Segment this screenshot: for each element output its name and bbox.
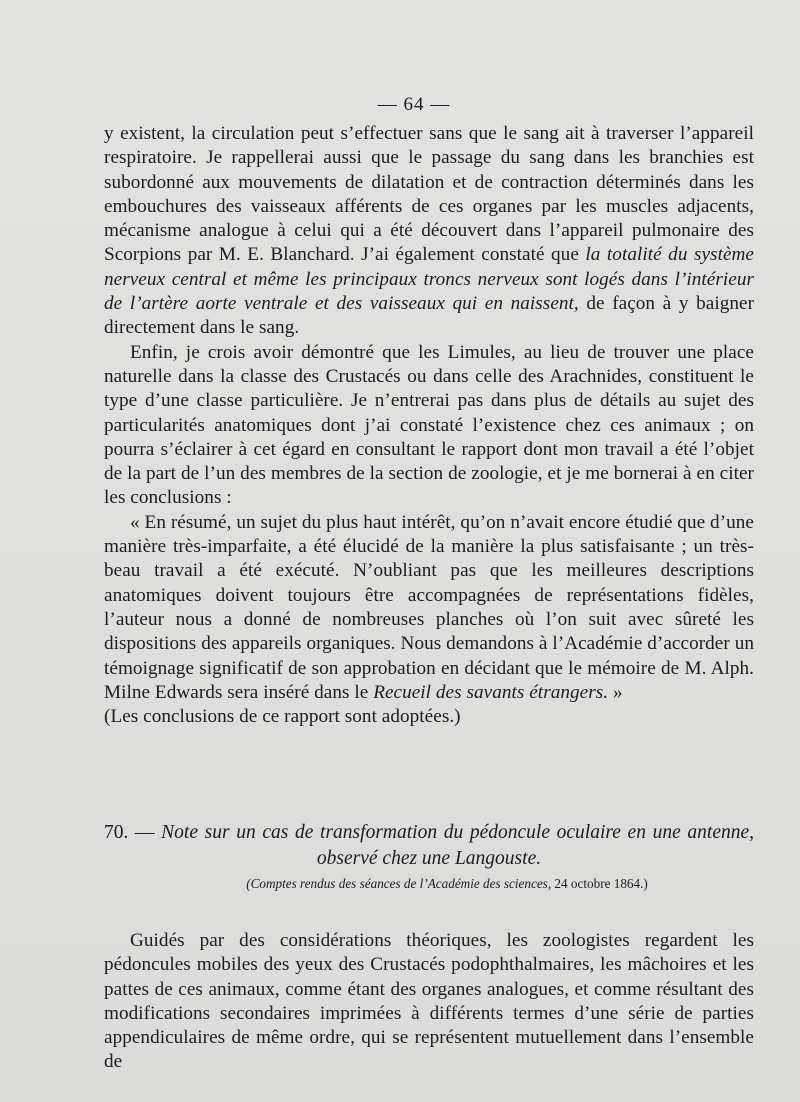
paragraph-limules: Enfin, je crois avoir démontré que les Limules, au lieu de trouver une place naturelle dans la classe des Crustacés ou dans celle des Arachnides, constituent le type d’une classe particulière. Je n’entrerai pas dans plus de détails au sujet des particularités anatomiques dont j’ai constaté l’existence chez ces animaux ; on pourra s’éclairer à cet égard en consultant le rapport dont mon travail a été l’objet de la part de l’un des membres de la section de zoologie, et je me bornerai à en citer les conclusions : (104, 341, 754, 509)
paragraph-conclusions: (Les conclusions de ce rapport sont adoptées.) (104, 706, 461, 728)
body-text-top (104, 122, 754, 729)
paragraph-circulation-end: de façon à y baigner directement dans le sang. (104, 293, 755, 339)
paragraph-quote (104, 511, 754, 705)
page-number: — 64 — (377, 94, 451, 115)
source-text: (Comptes rendus des séances de l’Académie des sciences, (246, 876, 552, 891)
source-date: 24 octobre 1864.) (551, 876, 648, 891)
paragraph-quote-end: » (608, 681, 623, 703)
paragraph-quote-text: « En résumé, un sujet du plus haut intérêt, qu’on n’avait encore étudié que d’une manière très-imparfaite, a été élucidé de la manière la plus satisfaisante ; un très-beau travail a été exécuté. N’oubliant pas que les meilleures descriptions anatomiques doivent toujours être accompagnées de représentations fidèles, l’auteur nous a donné de nombreuses planches où l’on suit avec sûreté les dispositions des appareils organiques. Nous demandons à l’Académie d’accorder un témoignage significatif de son approbation en décidant que le mémoire de M. Alph. Milne Edwards sera inséré dans le (104, 511, 754, 703)
section-heading (104, 820, 754, 872)
paragraph-quote-italic: Recueil des savants étrangers. (373, 681, 609, 703)
section-heading-line2 (104, 846, 754, 872)
section-heading-line1 (104, 820, 754, 846)
paragraph-guides: Guidés par des considérations théoriques, les zoologistes regardent les pédoncules mobiles des yeux des Crustacés podophthalmaires, les mâchoires et les pattes de ces animaux, comme étant des organes analogues, et comme résultant des modifications secondaires imprimées à différents termes d’une série de parties appendiculaires de même ordre, qui se représentent mutuellement dans l’ensemble de (104, 930, 754, 1073)
source-citation (104, 876, 754, 892)
paragraph-circulation-italic: la totalité du système nerveux central et même les principaux troncs nerveux sont logés dans l’intérieur de l’artère aorte ventrale et des vaisseaux qui en naissent, (104, 244, 754, 315)
section-title-line1: Note sur un cas de transformation du pédoncule oculaire en une antenne, (161, 822, 755, 843)
section-number: 70. — (104, 822, 162, 843)
paragraph-circulation (104, 122, 754, 341)
paragraph-circulation-text: y existent, la circulation peut s’effectuer sans que le sang ait à traverser l’appareil respiratoire. Je rappellerai aussi que le passage du sang dans les branchies est subordonné aux mouvements de dilatation et de contraction déterminés dans les embouchures des vaisseaux afférents de ces organes par les muscles adjacents, mécanisme analogue à celui qui a été découvert dans l’appareil pulmonaire des Scorpions par M. E. Blanchard. J’ai également constaté que (104, 123, 754, 266)
section-title-line2: observé chez une Langouste. (316, 848, 542, 869)
